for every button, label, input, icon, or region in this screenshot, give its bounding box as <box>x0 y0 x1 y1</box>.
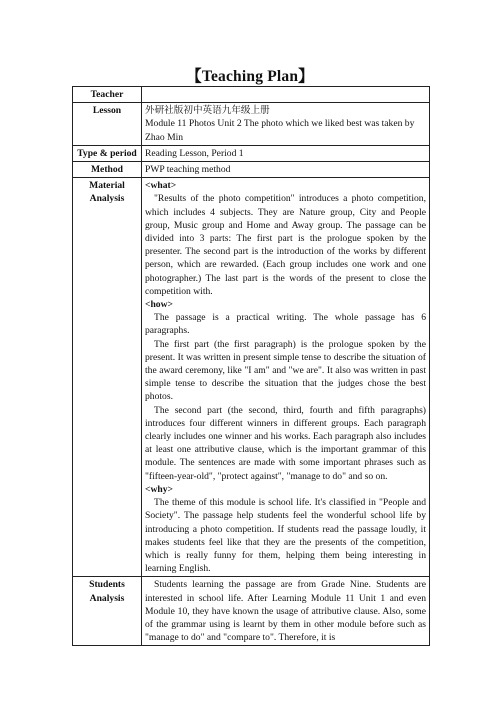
material-label-line1: Material <box>89 180 125 192</box>
students-paragraph: Students learning the passage are from Grade Nine. Students are interested in school life. After Learning Module 11 Unit 1 and even Module 10, they have known the usage of attributive clause. Also, some of the grammar using is learnt by them in other module before such as "manage to do" and "compare to". Therefore, it is <box>145 579 426 644</box>
how-paragraph-2: The first part (the first paragraph) is the prologue spoken by the present. It was written in present simple tense to describe the situation of the award ceremony, like "I am" and "we are". It also was written in past simple tense to describe the situation that the judges chose the best photos. <box>145 338 426 403</box>
what-paragraph: "Results of the photo competition" introduces a photo competition, which includes 4 subjects. They are Nature group, City and People group, Music group and Home and Away group. The passage can be divided into 3 parts: The first part is the prologue spoken by the presenter. The second part is the introduction of the works by different person, which are rewarded. (Each group includes one work and one photographer.) The last part is the words of the present to close the competition with. <box>145 193 426 297</box>
teacher-label: Teacher <box>73 87 142 103</box>
teaching-plan-table <box>72 86 430 646</box>
how-heading: <how> <box>145 299 173 311</box>
method-label: Method <box>73 162 142 178</box>
lesson-textbook: 外研社版初中英语九年级上册 <box>145 105 270 117</box>
method-row <box>73 162 430 178</box>
what-heading: <what> <box>145 180 177 192</box>
students-label-line2: Analysis <box>89 592 125 604</box>
material-label-line2: Analysis <box>89 193 125 205</box>
how-paragraph-1: The passage is a practical writing. The whole passage has 6 paragraphs. <box>145 312 426 337</box>
teacher-value <box>142 87 430 103</box>
material-label <box>73 178 142 577</box>
lesson-value <box>142 103 430 146</box>
method-value: PWP teaching method <box>142 162 430 178</box>
why-heading: <why> <box>145 483 173 495</box>
students-label <box>73 577 142 646</box>
teacher-row <box>73 87 430 103</box>
type-value: Reading Lesson, Period 1 <box>142 145 430 161</box>
students-row <box>73 577 430 646</box>
material-analysis <box>142 178 430 577</box>
page-title: 【Teaching Plan】 <box>186 68 314 85</box>
lesson-row <box>73 103 430 146</box>
students-label-line1: Students <box>89 579 125 591</box>
type-row <box>73 145 430 161</box>
material-row <box>73 178 430 577</box>
how-paragraph-3: The second part (the second, third, fourth and fifth paragraphs) introduces four different winners in different groups. Each paragraph clearly includes one winner and his works. Each paragraph also includes at least one attributive clause, which is the important grammar of this module. The sentences are made with some important phrases such as "fifteen-year-old", "protect against", "manage to do" and so on. <box>145 404 426 482</box>
why-paragraph: The theme of this module is school life. It's classified in "People and Society". The passage help students feel the wonderful school life by introducing a photo competition. If students read the passage loudly, it makes students feel like that they are the presents of the competition, which is really funny for them, helping them being interesting in learning English. <box>145 497 426 575</box>
type-label: Type & period <box>73 145 142 161</box>
students-analysis <box>142 577 430 646</box>
lesson-title: Module 11 Photos Unit 2 The photo which we liked best was taken by Zhao Min <box>145 118 415 143</box>
lesson-label: Lesson <box>73 103 142 146</box>
